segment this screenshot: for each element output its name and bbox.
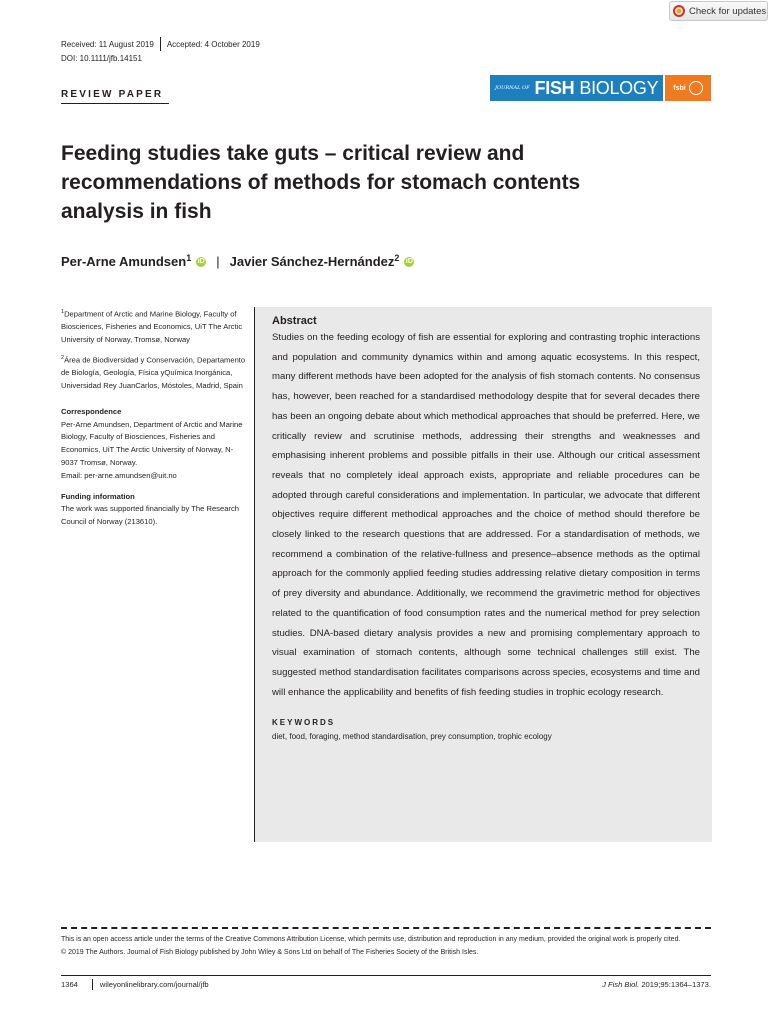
orcid-icon[interactable]: iD	[405, 257, 413, 265]
society-logo	[665, 75, 711, 101]
citation-journal: J Fish Biol.	[602, 980, 640, 989]
check-for-updates-button[interactable]	[669, 1, 768, 21]
keywords-list: diet, food, foraging, method standardisation, prey consumption, trophic ecology	[272, 732, 552, 742]
journal-logo-main	[490, 75, 663, 101]
society-logo-text: fsbi	[673, 84, 686, 92]
article-dates	[61, 37, 260, 51]
author-name[interactable]: Javier Sánchez-Hernández	[229, 254, 395, 269]
check-for-updates-label: Check for updates	[689, 5, 767, 17]
journal-logo-journal-text: JOURNAL OF	[495, 85, 530, 91]
affiliation	[61, 306, 246, 347]
journal-logo-biology: BIOLOGY	[579, 77, 659, 98]
correspondence-heading: Correspondence	[61, 406, 122, 416]
journal-logo-fish: FISH	[534, 77, 575, 98]
author-separator: |	[216, 254, 220, 269]
author-name[interactable]: Per-Arne Amundsen	[61, 254, 187, 269]
article-title: Feeding studies take guts – critical review and recommendations of methods for stomach contents analysis in fish	[61, 142, 581, 223]
page-footer	[61, 979, 711, 990]
citation	[602, 980, 711, 989]
article-sidebar	[61, 306, 246, 529]
footer-notice	[61, 934, 711, 959]
copyright-text: © 2019 The Authors. Journal of Fish Biology published by John Wiley & Sons Ltd on behalf of The Fisheries Society of the British Isles.	[61, 948, 479, 956]
keywords-heading: KEYWORDS	[272, 718, 336, 728]
page-number: 1364	[61, 980, 78, 989]
affiliation-text: Department of Arctic and Marine Biology, Faculty of Biosciences, Fisheries and Economics, UiT The Arctic University of Norway, Tromsø, Norway	[61, 309, 243, 345]
abstract-heading: Abstract	[272, 315, 317, 327]
article-type-rule	[61, 103, 169, 104]
abstract-body: Studies on the feeding ecology of fish are essential for exploring and contrasting trophic interactions and population and community dynamics within and among aquatic ecosystems. In this respect, many different methods have been adopted for the analysis of fish stomach contents. No consensus has, however, been reached for a standardised methodology despite that for several decades there has been an ongoing debate about which methodical approaches that should be preferred. Here, we critically review and scrutinise methods, addressing their strengths and weaknesses and emphasising inherent problems and possible pitfalls in their use. Although our critical assessment reveals that no completely ideal approach exists, appropriate and reliable procedures can be adopted through careful considerations and implementation. In particular, we advocate that different objectives require different methodical approaches and the choice of method should therefore be closely linked to the research questions that are addressed. For a standardisation of methods, we recommend a combination of the relative-fullness and presence–absence methods as the optimal approach for the commonly applied feeding studies addressing relative dietary composition in terms of prey diversity and abundance. Additionally, we recommend the gravimetric method for objectives related to the quantification of food consumption rates and the numerical method for prey selection studies. DNA-based dietary analysis provides a new and promising complementary approach to visual examination of stomach contents, although some technical challenges still exist. The suggested method standardisation facilitates comparisons across species, ecosystems and time and will enhance the applicability and benefits of fish feeding studies in trophic ecology research.	[272, 332, 700, 698]
license-text: This is an open access article under the terms of the Creative Commons Attribution License, which permits use, distribution and reproduction in any medium, provided the original work is properly cited.	[61, 936, 681, 943]
crossmark-icon	[673, 5, 685, 17]
page-footer-divider	[92, 979, 93, 990]
footer-dashed-rule	[61, 927, 711, 929]
citation-details: 2019;95:1364–1373.	[639, 980, 711, 989]
affiliation-text: Área de Biodiversidad y Conservación, Departamento de Biología, Geología, Física yQuímica Inorgánica, Universidad Rey JuanCarlos, Móstoles, Madrid, Spain	[61, 355, 246, 391]
funding-text: The work was supported financially by The Research Council of Norway (213610).	[61, 504, 239, 527]
journal-url[interactable]: wileyonlinelibrary.com/journal/jfb	[99, 980, 209, 989]
affiliation	[61, 352, 246, 393]
society-ring-icon	[689, 81, 703, 95]
funding-heading: Funding information	[61, 491, 135, 501]
received-date: Received: 11 August 2019	[61, 39, 154, 49]
orcid-icon[interactable]: iD	[197, 257, 205, 265]
abstract-box	[254, 307, 712, 842]
footer-rule	[61, 975, 711, 976]
author-affiliation-ref: 2	[394, 252, 400, 263]
correspondence-email[interactable]: Email: per-arne.amundsen@uit.no	[61, 470, 177, 480]
article-type: REVIEW PAPER	[61, 89, 164, 100]
date-divider	[160, 37, 161, 51]
author-affiliation-ref: 1	[186, 252, 192, 263]
affiliation-number: 2	[61, 354, 65, 361]
journal-logo[interactable]	[490, 75, 711, 101]
author-list	[61, 254, 414, 269]
affiliation-number: 1	[61, 309, 65, 315]
accepted-date: Accepted: 4 October 2019	[166, 39, 260, 49]
correspondence-text: Per-Arne Amundsen, Department of Arctic and Marine Biology, Faculty of Biosciences, Fisheries and Economics, UiT The Arctic University of Norway, N-9037 Tromsø, Norway.	[61, 419, 243, 468]
doi[interactable]: DOI: 10.1111/jfb.14151	[61, 54, 142, 63]
